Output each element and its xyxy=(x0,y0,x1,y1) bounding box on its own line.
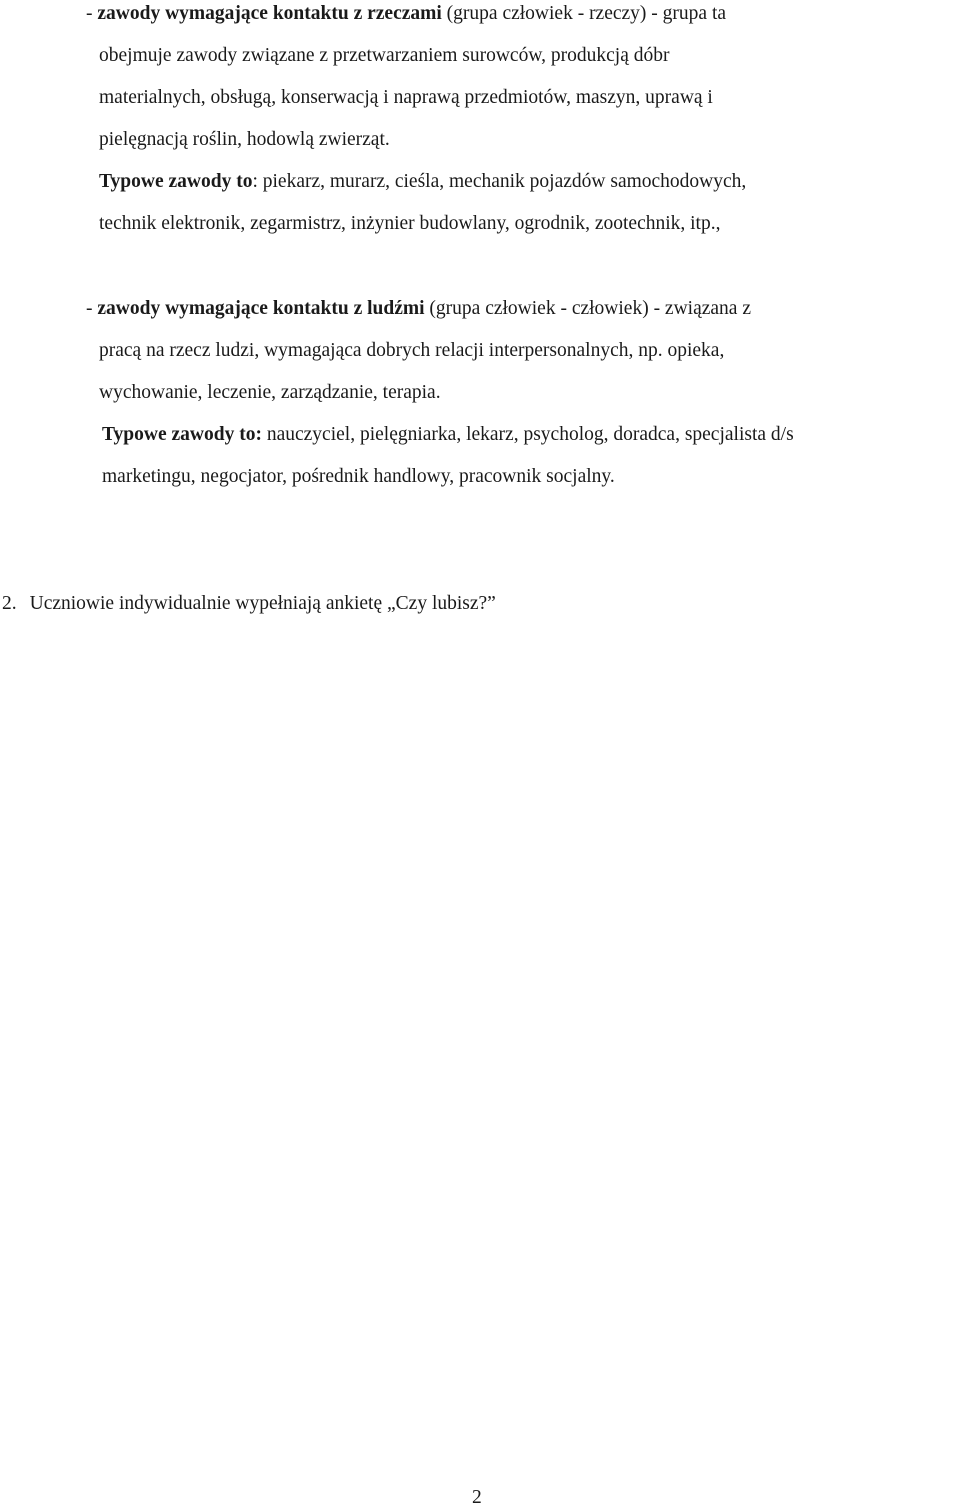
section-people-title-rest: (grupa człowiek - człowiek) - związana z xyxy=(424,298,751,319)
typical-label: Typowe zawody to xyxy=(99,171,253,192)
typical-list: : piekarz, murarz, cieśla, mechanik pojazdów samochodowych, xyxy=(252,171,747,192)
section-objects-title: zawody wymagające kontaktu z rzeczami xyxy=(97,3,442,24)
task-text: Uczniowie indywidualnie wypełniają ankietę „Czy lubisz?” xyxy=(29,593,496,614)
section-objects-typical-line-2: technik elektronik, zegarmistrz, inżynier budowlany, ogrodnik, zootechnik, itp., xyxy=(99,213,721,234)
section-people-typical-line-2: marketingu, negocjator, pośrednik handlowy, pracownik socjalny. xyxy=(102,466,615,487)
section-objects-line-4: pielęgnacją roślin, hodowlą zwierząt. xyxy=(99,129,390,150)
typical-label: Typowe zawody to: xyxy=(102,424,262,445)
task-item xyxy=(2,594,496,614)
list-dash: - xyxy=(86,3,98,24)
section-objects-title-rest: (grupa człowiek - rzeczy) - grupa ta xyxy=(441,3,727,24)
section-people-heading xyxy=(86,299,751,319)
task-number: 2. xyxy=(2,593,17,614)
section-people-typical xyxy=(102,425,794,445)
section-objects-heading xyxy=(86,4,726,24)
section-objects-line-3: materialnych, obsługą, konserwacją i naprawą przedmiotów, maszyn, uprawą i xyxy=(99,87,713,108)
section-objects-line-2: obejmuje zawody związane z przetwarzaniem surowców, produkcją dóbr xyxy=(99,45,670,66)
section-people-line-3: wychowanie, leczenie, zarządzanie, terapia. xyxy=(99,382,441,403)
section-objects-typical xyxy=(99,172,746,192)
page-number: 2 xyxy=(472,1487,482,1508)
section-people-title: zawody wymagające kontaktu z ludźmi xyxy=(97,298,425,319)
typical-list: nauczyciel, pielęgniarka, lekarz, psycholog, doradca, specjalista d/s xyxy=(261,424,794,445)
list-dash: - xyxy=(86,298,98,319)
section-people-line-2: pracą na rzecz ludzi, wymagająca dobrych relacji interpersonalnych, np. opieka, xyxy=(99,340,725,361)
